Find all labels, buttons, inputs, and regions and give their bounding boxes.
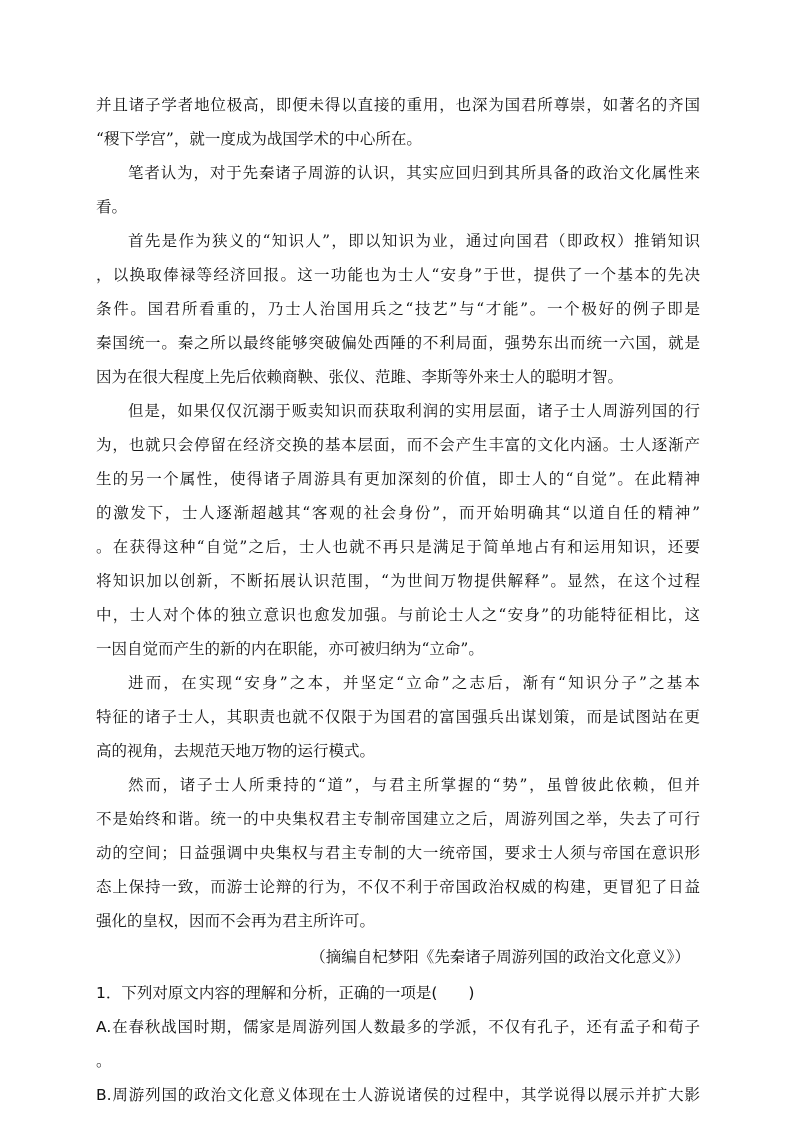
paragraph-line: 不是始终和谐。统一的中央集权君主专制帝国建立之后，周游列国之举，失去了可行 bbox=[96, 810, 700, 828]
paragraph-line: 并且诸子学者地位极高，即便未得以直接的重用，也深为国君所尊崇，如著名的齐国 bbox=[96, 96, 700, 114]
paragraph-line: 因为在很大程度上先后依赖商鞅、张仪、范雎、李斯等外来士人的聪明才智。 bbox=[96, 368, 624, 386]
paragraph-line: 特征的诸子士人，其职责也就不仅限于为国君的富国强兵出谋划策，而是试图站在更 bbox=[96, 708, 700, 726]
paragraph-line: 一因自觉而产生的新的内在职能，亦可被归纳为“立命”。 bbox=[96, 640, 484, 658]
paragraph-line: 秦国统一。秦之所以最终能够突破偏处西陲的不利局面，强势东出而统一六国，就是 bbox=[96, 334, 700, 352]
paragraph-line: 条件。国君所看重的，乃士人治国用兵之“技艺”与“才能”。一个极好的例子即是 bbox=[96, 300, 700, 318]
option-a-line: 。 bbox=[96, 1052, 112, 1070]
paragraph-line: 将知识加以创新，不断拓展认识范围，“为世间万物提供解释”。显然，在这个过程 bbox=[96, 572, 700, 590]
paragraph-line: 动的空间；日益强调中央集权与君主专制的大一统帝国，要求士人须与帝国在意识形 bbox=[96, 844, 700, 862]
paragraph-line: 然而，诸子士人所秉持的“道”，与君主所掌握的“势”，虽曾彼此依赖，但并 bbox=[128, 776, 700, 794]
paragraph-line: 强化的皇权，因而不会再为君主所许可。 bbox=[96, 912, 376, 930]
paragraph-line: 高的视角，去规范天地万物的运行模式。 bbox=[96, 742, 376, 760]
paragraph-line: 看。 bbox=[96, 198, 128, 216]
paragraph-line: 的激发下，士人逐渐超越其“客观的社会身份”，而开始明确其“以道自任的精神” bbox=[96, 504, 700, 522]
paragraph-line: 但是，如果仅仅沉溺于贩卖知识而获取利润的实用层面，诸子士人周游列国的行 bbox=[128, 402, 700, 420]
paragraph-line: 首先是作为狭义的“知识人”，即以知识为业，通过向国君（即政权）推销知识 bbox=[128, 232, 700, 250]
paragraph-line: 。在获得这种“自觉”之后，士人也就不再只是满足于简单地占有和运用知识，还要 bbox=[96, 538, 700, 556]
option-a-line: A.在春秋战国时期，儒家是周游列国人数最多的学派，不仅有孔子，还有孟子和荀子 bbox=[96, 1018, 700, 1036]
paragraph-line: 中，士人对个体的独立意识也愈发加强。与前论士人之“安身”的功能特征相比，这 bbox=[96, 606, 700, 624]
paragraph-line: ，以换取俸禄等经济回报。这一功能也为士人“安身”于世，提供了一个基本的先决 bbox=[96, 266, 700, 284]
paragraph-line: “稷下学宫”，就一度成为战国学术的中心所在。 bbox=[96, 130, 422, 148]
option-b-line: B.周游列国的政治文化意义体现在士人游说诸侯的过程中，其学说得以展示并扩大影 bbox=[96, 1086, 700, 1104]
paragraph-line: 进而，在实现“安身”之本，并坚定“立命”之志后，渐有“知识分子”之基本 bbox=[128, 674, 700, 692]
paragraph-line: 笔者认为，对于先秦诸子周游的认识，其实应回归到其所具备的政治文化属性来 bbox=[128, 164, 700, 182]
source-citation: （摘编自杞梦阳《先秦诸子周游列国的政治文化意义》） bbox=[310, 948, 690, 966]
paragraph-line: 为，也就只会停留在经济交换的基本层面，而不会产生丰富的文化内涵。士人逐渐产 bbox=[96, 436, 700, 454]
question-stem: 1．下列对原文内容的理解和分析，正确的一项是( ) bbox=[96, 984, 475, 1002]
paragraph-line: 态上保持一致，而游士论辩的行为，不仅不利于帝国政治权威的构建，更冒犯了日益 bbox=[96, 878, 700, 896]
paragraph-line: 生的另一个属性，使得诸子周游具有更加深刻的价值，即士人的“自觉”。在此精神 bbox=[96, 470, 700, 488]
